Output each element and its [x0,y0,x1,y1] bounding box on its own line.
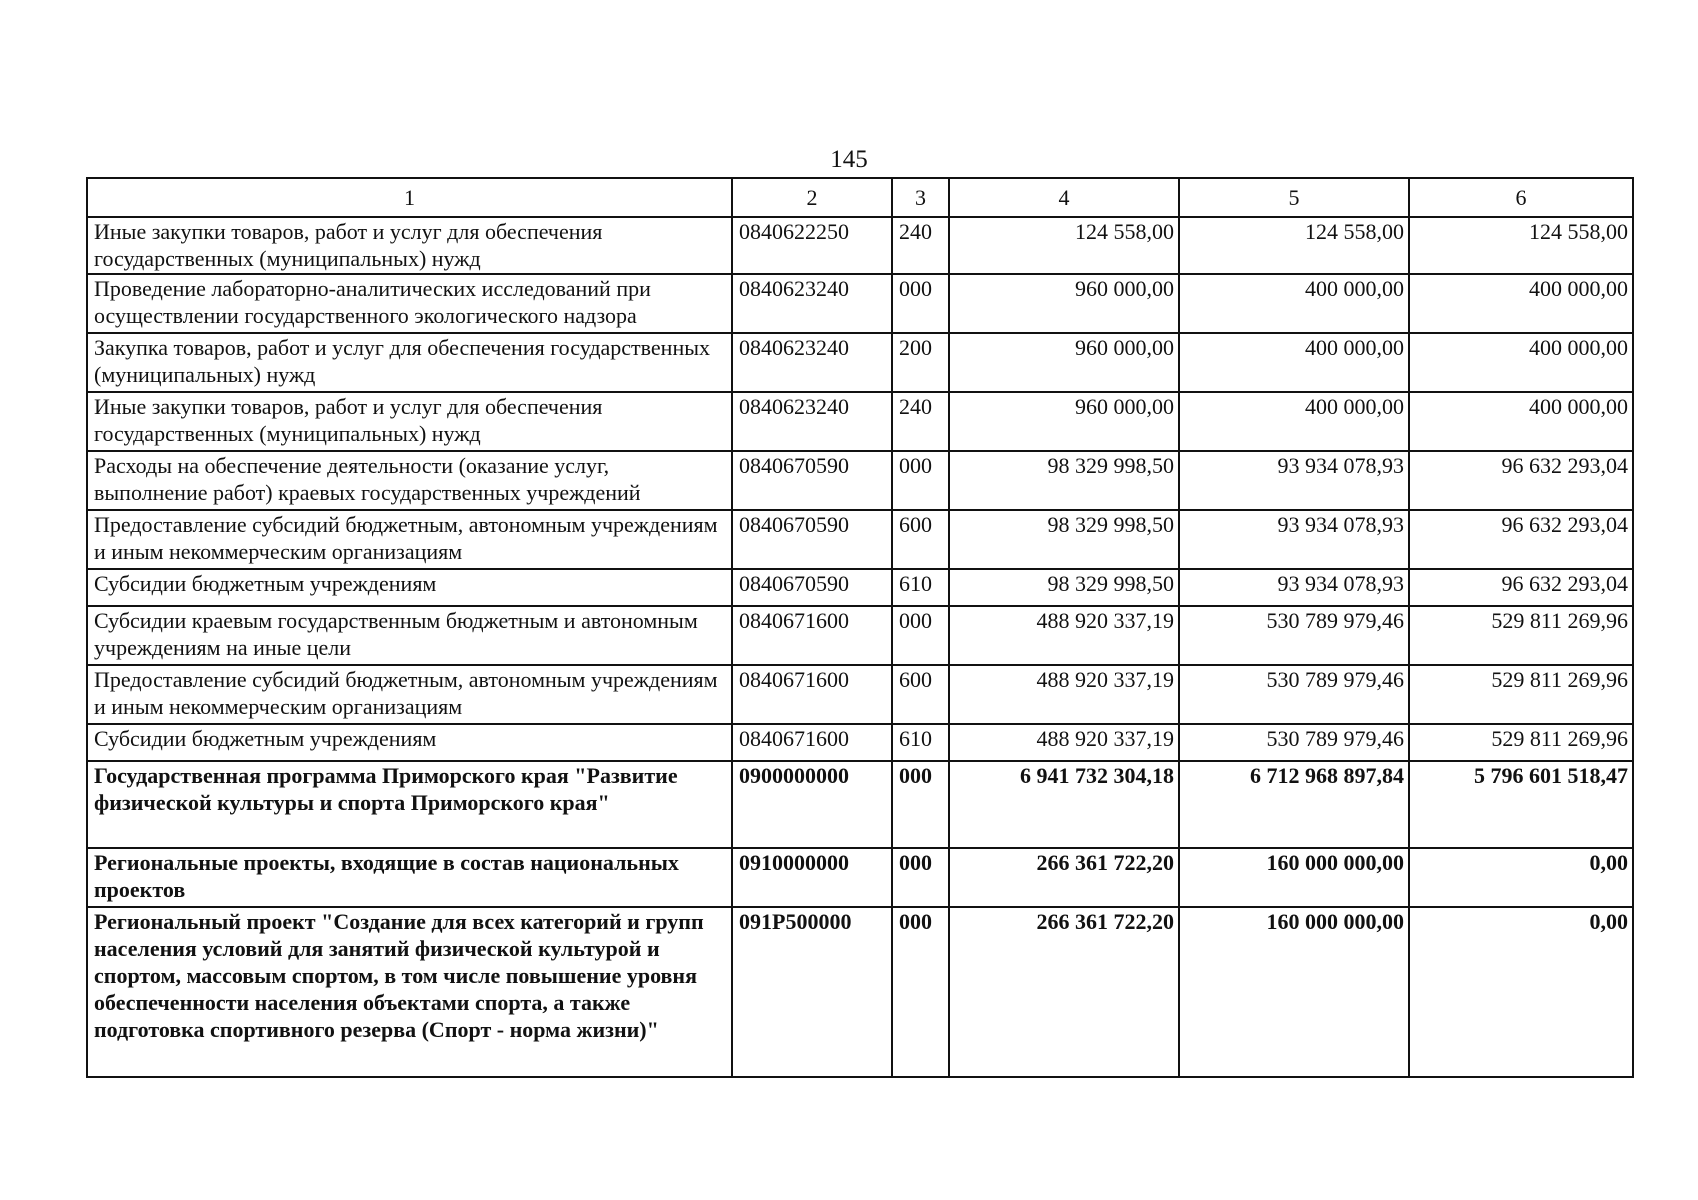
table-row [87,451,1633,510]
row-code: 0840622250 [732,217,892,274]
row-name: Субсидии бюджетным учреждениям [87,724,732,761]
row-kvr: 000 [892,451,949,510]
row-name: Региональные проекты, входящие в состав национальных проектов [87,848,732,907]
row-value-6: 96 632 293,04 [1409,451,1633,510]
row-value-6: 0,00 [1409,907,1633,1077]
row-value-6: 96 632 293,04 [1409,569,1633,606]
row-name: Проведение лабораторно-аналитических исследований при осуществлении государственного экологического надзора [87,274,732,333]
header-cell-3: 3 [892,178,949,217]
row-name: Иные закупки товаров, работ и услуг для обеспечения государственных (муниципальных) нужд [87,217,732,274]
row-value-4: 124 558,00 [949,217,1179,274]
row-name: Государственная программа Приморского края "Развитие физической культуры и спорта Приморского края" [87,761,732,848]
row-value-5: 530 789 979,46 [1179,606,1409,665]
table-row [87,724,1633,761]
row-value-4: 488 920 337,19 [949,606,1179,665]
row-value-4: 488 920 337,19 [949,665,1179,724]
row-kvr: 000 [892,907,949,1077]
table-row [87,848,1633,907]
table-row [87,665,1633,724]
table-row [87,510,1633,569]
row-code: 091P500000 [732,907,892,1077]
row-value-4: 266 361 722,20 [949,848,1179,907]
row-value-6: 96 632 293,04 [1409,510,1633,569]
row-name: Иные закупки товаров, работ и услуг для обеспечения государственных (муниципальных) нужд [87,392,732,451]
row-value-4: 266 361 722,20 [949,907,1179,1077]
row-code: 0840671600 [732,665,892,724]
row-value-6: 400 000,00 [1409,333,1633,392]
row-value-4: 960 000,00 [949,333,1179,392]
row-value-5: 530 789 979,46 [1179,724,1409,761]
row-code: 0900000000 [732,761,892,848]
page-number: 145 [830,146,868,173]
table-row [87,217,1633,274]
row-value-5: 93 934 078,93 [1179,510,1409,569]
table-row [87,569,1633,606]
row-name: Субсидии краевым государственным бюджетным и автономным учреждениям на иные цели [87,606,732,665]
table-row [87,274,1633,333]
row-code: 0840623240 [732,333,892,392]
budget-table [86,177,1634,1078]
table-row [87,333,1633,392]
header-cell-2: 2 [732,178,892,217]
row-value-4: 960 000,00 [949,274,1179,333]
row-kvr: 200 [892,333,949,392]
row-code: 0840623240 [732,392,892,451]
row-kvr: 000 [892,274,949,333]
row-value-5: 400 000,00 [1179,333,1409,392]
row-kvr: 600 [892,665,949,724]
row-value-4: 98 329 998,50 [949,451,1179,510]
row-value-4: 98 329 998,50 [949,569,1179,606]
row-kvr: 610 [892,569,949,606]
header-cell-1: 1 [87,178,732,217]
table-row [87,761,1633,848]
row-value-4: 6 941 732 304,18 [949,761,1179,848]
row-name: Расходы на обеспечение деятельности (оказание услуг, выполнение работ) краевых государственных учреждений [87,451,732,510]
row-value-5: 6 712 968 897,84 [1179,761,1409,848]
row-value-6: 5 796 601 518,47 [1409,761,1633,848]
row-value-4: 488 920 337,19 [949,724,1179,761]
row-code: 0840623240 [732,274,892,333]
table-row [87,907,1633,1077]
row-kvr: 600 [892,510,949,569]
row-value-5: 93 934 078,93 [1179,569,1409,606]
row-value-5: 400 000,00 [1179,274,1409,333]
row-value-6: 124 558,00 [1409,217,1633,274]
header-cell-6: 6 [1409,178,1633,217]
row-value-6: 529 811 269,96 [1409,724,1633,761]
row-value-6: 400 000,00 [1409,274,1633,333]
row-name: Предоставление субсидий бюджетным, автономным учреждениям и иным некоммерческим организациям [87,510,732,569]
row-code: 0840670590 [732,510,892,569]
row-name: Субсидии бюджетным учреждениям [87,569,732,606]
row-kvr: 610 [892,724,949,761]
row-kvr: 240 [892,217,949,274]
row-value-4: 98 329 998,50 [949,510,1179,569]
row-value-4: 960 000,00 [949,392,1179,451]
row-code: 0840671600 [732,606,892,665]
row-value-5: 124 558,00 [1179,217,1409,274]
row-value-5: 400 000,00 [1179,392,1409,451]
row-value-5: 160 000 000,00 [1179,907,1409,1077]
row-kvr: 000 [892,761,949,848]
row-kvr: 000 [892,606,949,665]
row-kvr: 000 [892,848,949,907]
header-cell-4: 4 [949,178,1179,217]
row-code: 0840670590 [732,451,892,510]
row-name: Закупка товаров, работ и услуг для обеспечения государственных (муниципальных) нужд [87,333,732,392]
row-code: 0840671600 [732,724,892,761]
table-row [87,606,1633,665]
row-value-6: 529 811 269,96 [1409,606,1633,665]
row-name: Региональный проект "Создание для всех категорий и групп населения условий для занятий физической культурой и спортом, массовым спортом, в том числе повышение уровня обеспеченности населения объектами спорта, а также подготовка спортивного резерва (Спорт - норма жизни)" [87,907,732,1077]
row-value-6: 400 000,00 [1409,392,1633,451]
row-kvr: 240 [892,392,949,451]
row-code: 0840670590 [732,569,892,606]
row-value-5: 93 934 078,93 [1179,451,1409,510]
row-code: 0910000000 [732,848,892,907]
row-value-6: 529 811 269,96 [1409,665,1633,724]
row-value-6: 0,00 [1409,848,1633,907]
header-cell-5: 5 [1179,178,1409,217]
row-value-5: 160 000 000,00 [1179,848,1409,907]
header-row [87,178,1633,217]
row-value-5: 530 789 979,46 [1179,665,1409,724]
row-name: Предоставление субсидий бюджетным, автономным учреждениям и иным некоммерческим организациям [87,665,732,724]
table-row [87,392,1633,451]
